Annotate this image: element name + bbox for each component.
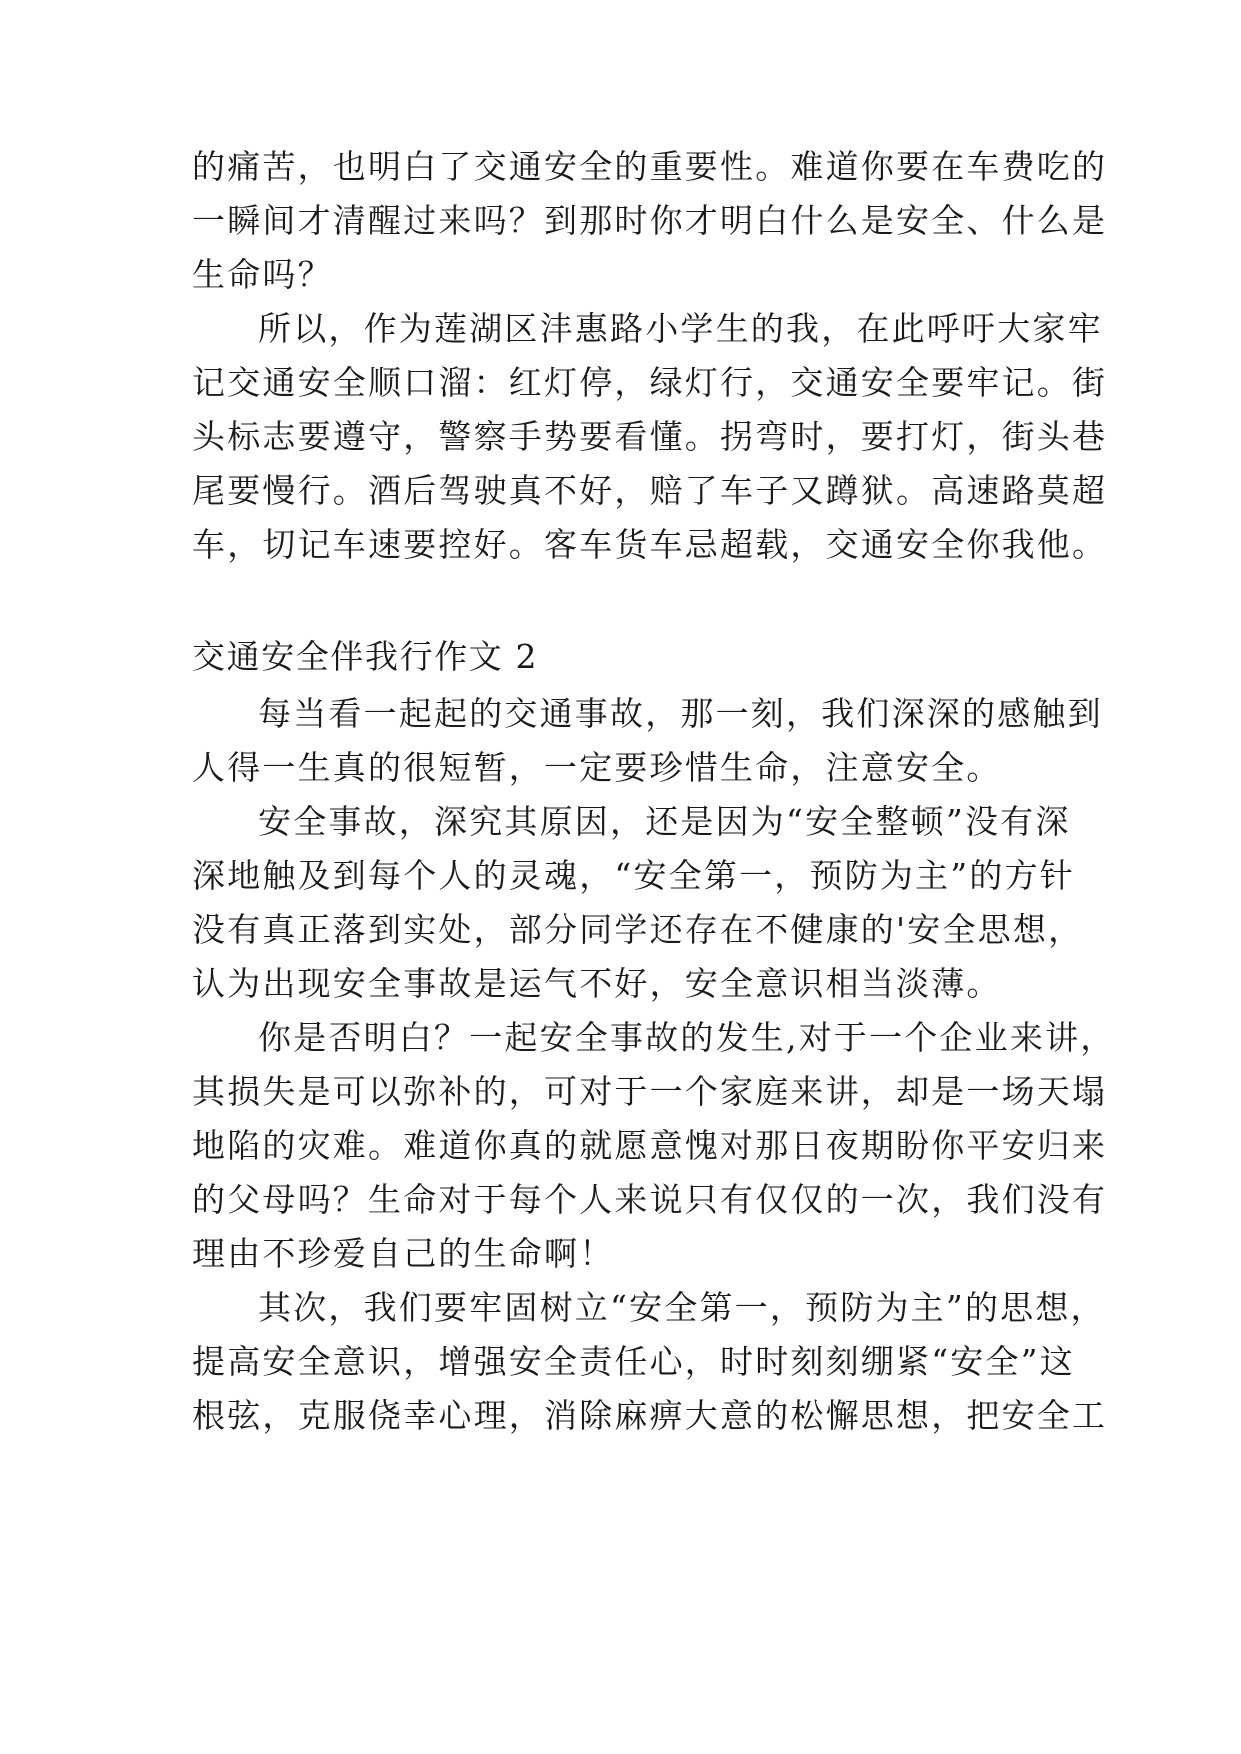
text-line: 根弦，克服侥幸心理，消除麻痹大意的松懈思想，把安全工 (192, 1396, 1108, 1435)
text-line: 深地触及到每个人的灵魂，“安全第一，预防为主”的方针 (192, 856, 1075, 895)
text-line: 记交通安全顺口溜：红灯停，绿灯行，交通安全要牢记。街 (192, 363, 1108, 402)
text-line: 其损失是可以弥补的，可对于一个家庭来讲，却是一场天塌 (192, 1072, 1108, 1111)
text-line: 所以，作为莲湖区沣惠路小学生的我，在此呼吁大家牢 (258, 309, 1103, 348)
section-heading: 交通安全伴我行作文 2 (192, 637, 539, 676)
text-line: 认为出现安全事故是运气不好，安全意识相当淡薄。 (192, 964, 1002, 1003)
text-line: 生命吗？ (192, 255, 333, 294)
text-line: 地陷的灾难。难道你真的就愿意愧对那日夜期盼你平安归来 (192, 1126, 1108, 1165)
text-line: 头标志要遵守，警察手势要看懂。拐弯时，要打灯，街头巷 (192, 417, 1108, 456)
text-line: 其次，我们要牢固树立“安全第一，预防为主”的思想， (258, 1288, 1106, 1327)
text-line: 每当看一起起的交通事故，那一刻，我们深深的感触到 (258, 694, 1103, 733)
text-line: 安全事故，深究其原因，还是因为“安全整顿”没有深 (258, 802, 1071, 841)
text-line: 人得一生真的很短暂，一定要珍惜生命，注意安全。 (192, 748, 1002, 787)
text-line: 车，切记车速要控好。客车货车忌超载，交通安全你我他。 (192, 525, 1108, 564)
text-line: 的父母吗？生命对于每个人来说只有仅仅的一次，我们没有 (192, 1180, 1108, 1219)
text-line: 的痛苦，也明白了交通安全的重要性。难道你要在车费吃的 (192, 147, 1108, 186)
text-line: 尾要慢行。酒后驾驶真不好，赔了车子又蹲狱。高速路莫超 (192, 471, 1108, 510)
text-line: 提高安全意识，增强安全责任心，时时刻刻绷紧“安全”这 (192, 1342, 1075, 1381)
text-line: 没有真正落到实处，部分同学还存在不健康的'安全思想， (192, 910, 1084, 949)
text-line: 理由不珍爱自己的生命啊！ (192, 1234, 615, 1273)
text-line: 一瞬间才清醒过来吗？到那时你才明白什么是安全、什么是 (192, 201, 1108, 240)
text-line: 你是否明白？一起安全事故的发生,对于一个企业来讲， (258, 1018, 1116, 1057)
